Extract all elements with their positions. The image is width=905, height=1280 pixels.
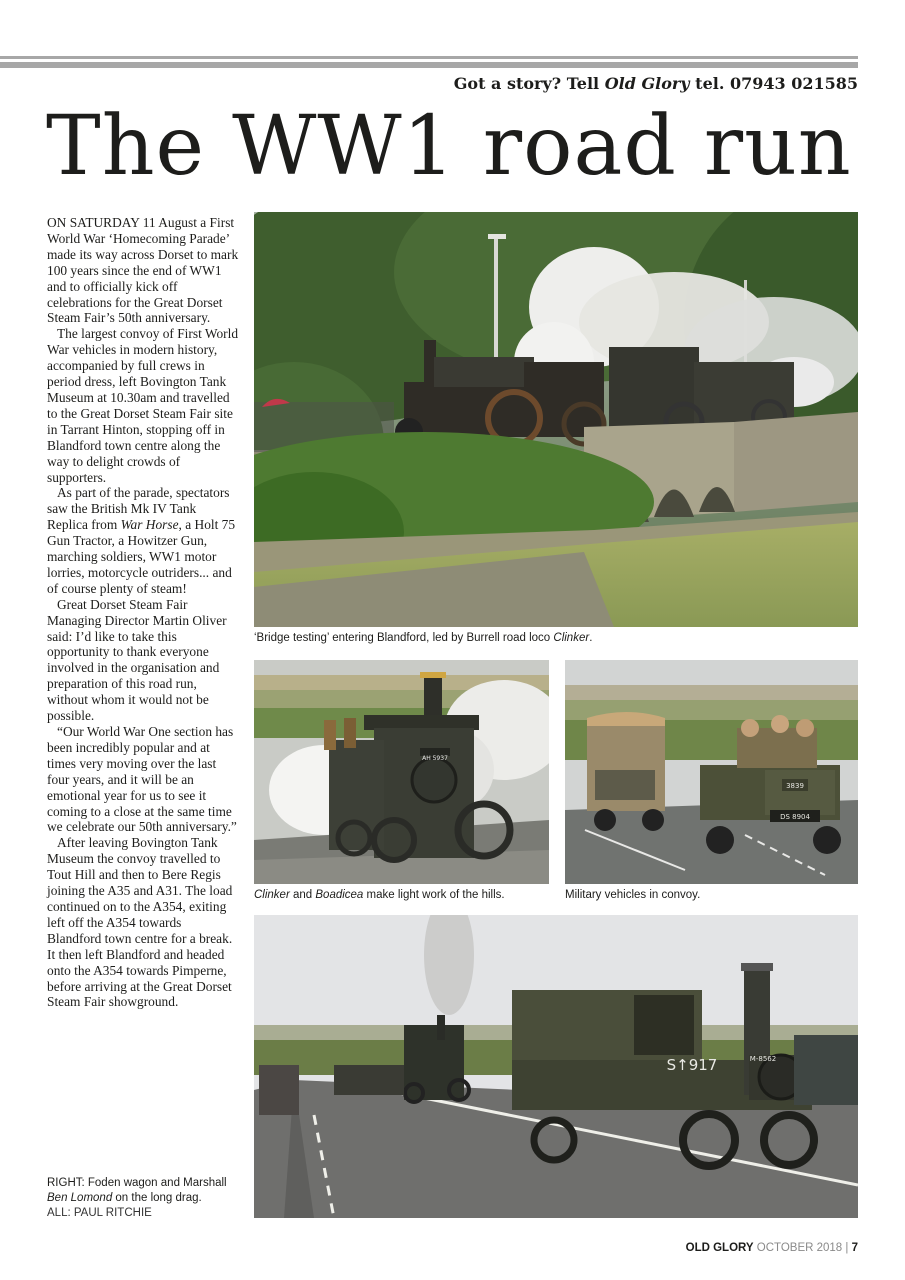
story-tagline	[454, 74, 858, 93]
engines-caption-loco-2: Boadicea	[315, 889, 364, 901]
military-vehicles-convoy-photo	[565, 660, 858, 884]
photo-credit: ALL: PAUL RITCHIE	[47, 1207, 152, 1219]
wagon-registration: S↑917	[666, 1056, 718, 1074]
paragraph-3-title: War Horse	[120, 517, 179, 533]
footer-magazine: OLD GLORY	[685, 1242, 754, 1254]
road-caption-loco: Ben Lomond	[47, 1192, 113, 1204]
bridge-caption-loco: Clinker	[553, 632, 590, 644]
article-headline: The WW1 road run	[46, 99, 852, 194]
paragraph-1: ON SATURDAY 11 August a First World War ‘Homecoming Parade’ made its way across Dorset to mark 100 years since the end of WW1 and to officially kick off celebrations for the Great Dorset Steam Fair’s 50th anniversary.	[47, 215, 239, 326]
foden-wagon-road-photo	[254, 915, 858, 1218]
engines-photo-caption	[254, 889, 505, 901]
paragraph-5: “Our World War One section has been incredibly popular and at times very moving over the last four years, and it will be an emotional year for us to see it coming to a close at the same time we celebrate our 50th anniversary.”	[47, 724, 237, 835]
page-number: 7	[851, 1242, 858, 1254]
road-caption-end: on the long drag.	[112, 1192, 202, 1204]
steam-engines-on-bridge-photo	[254, 212, 858, 627]
page-footer	[686, 1242, 858, 1254]
lorry-registration: DS 8904	[780, 813, 810, 821]
bridge-caption-text: ‘Bridge testing’ entering Blandford, led by Burrell road loco	[254, 632, 554, 644]
footer-issue: OCTOBER 2018	[753, 1242, 843, 1254]
tagline-publication: Old Glory	[604, 74, 690, 93]
engines-caption-loco-1: Clinker	[254, 889, 290, 901]
paragraph-4: Great Dorset Steam Fair Managing Director Martin Oliver said: I’d like to take this opportunity to thank everyone involved in the organisation and preparation of this road run, without whom it would not be possible.	[47, 596, 227, 724]
article-body	[47, 215, 239, 1010]
engines-caption-end: make light work of the hills.	[363, 889, 505, 901]
footer-separator: |	[842, 1242, 852, 1254]
paragraph-6: After leaving Bovington Tank Museum the convoy travelled to Tout Hill and then to Bere Regis joining the A35 and A31. The load continued on to the A354, exiting left off the A354 towards Blandford town centre for a break. It then left Blandford and headed onto the A354 towards Pimperne, before arriving at the Great Dorset Steam Fair showground.	[47, 835, 233, 1010]
engines-caption-and: and	[289, 889, 316, 901]
header-rule-thick	[0, 62, 858, 68]
engine-number-plate: AH 5937	[422, 755, 448, 762]
loco-number-plate: M-8562	[749, 1055, 777, 1063]
paragraph-3-before: As part of the parade, spectators saw the British Mk IV Tank Replica from	[47, 485, 230, 533]
bridge-photo-caption	[254, 632, 592, 644]
traction-engines-climbing-photo	[254, 660, 549, 884]
paragraph-2: The largest convoy of First World War vehicles in modern history, accompanied by full crews in period dress, left Bovington Tank Museum at 10.30am and travelled to the Great Dorset Steam Fair site in Tarrant Hinton, stopping off in Blandford town centre along the way to delight crowds of supporters.	[47, 326, 239, 485]
road-caption-text: RIGHT: Foden wagon and Marshall	[47, 1177, 227, 1189]
road-photo-caption	[47, 1176, 247, 1221]
tagline-prefix: Got a story? Tell	[453, 74, 605, 93]
paragraph-3	[47, 485, 239, 596]
tagline-phone: tel. 07943 021585	[689, 74, 858, 93]
lorry-number: 3839	[786, 782, 804, 790]
paragraph-3-after: , a Holt 75 Gun Tractor, a Howitzer Gun, marching soldiers, WW1 motor lorries, motorcycle outriders... and of course plenty of steam!	[47, 517, 236, 596]
bridge-caption-end: .	[589, 632, 593, 644]
header-rule-thin	[0, 56, 858, 59]
military-photo-caption: Military vehicles in convoy.	[565, 889, 701, 901]
